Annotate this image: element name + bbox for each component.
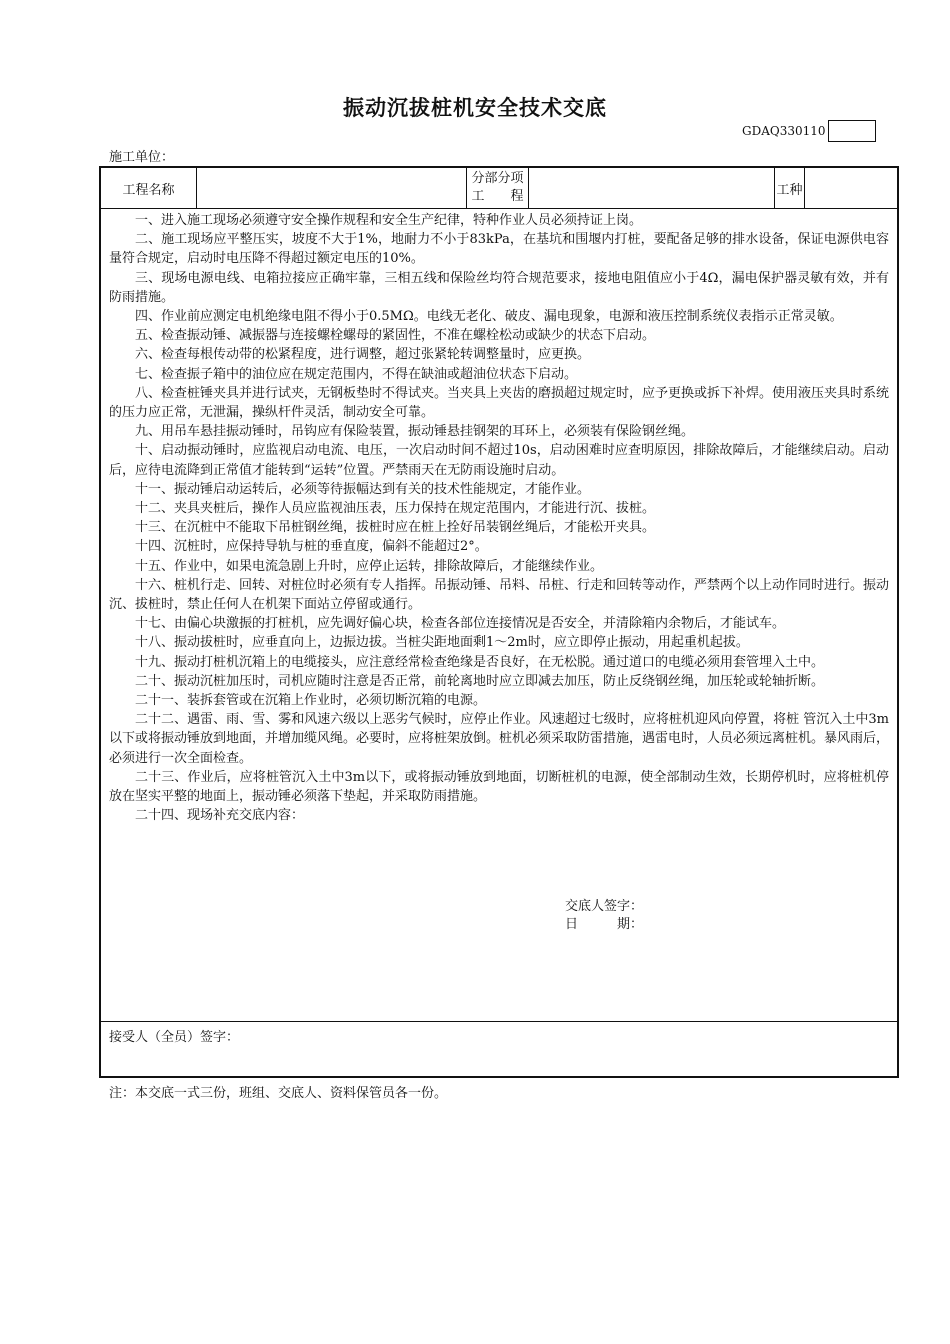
sub-project-label-line2: 工 程 bbox=[471, 189, 524, 204]
form-header-row bbox=[101, 168, 897, 209]
disclosure-item: 七、检查振子箱中的油位应在规定范围内，不得在缺油或超油位状态下启动。 bbox=[135, 366, 578, 382]
code-suffix-box bbox=[828, 120, 876, 142]
disclosure-item: 一、进入施工现场必须遵守安全操作规程和安全生产纪律，特种作业人员必须持证上岗。 bbox=[135, 213, 643, 228]
trade-label: 工种 bbox=[775, 168, 805, 208]
sub-project-label bbox=[467, 168, 529, 208]
project-name-value bbox=[197, 168, 467, 208]
disclosure-item: 十五、作业中，如果电流急剧上升时，应停止运转，排除故障后，才能继续作业。 bbox=[135, 558, 604, 574]
receiver-signature-label: 接受人（全员）签字： bbox=[109, 1030, 240, 1045]
disclosure-item: 十二、夹具夹桩后，操作人员应监视油压表，压力保持在规定范围内，才能进行沉、拔桩。 bbox=[135, 501, 656, 517]
trade-value bbox=[805, 168, 897, 208]
disclosure-item: 三、现场电源电线、电箱拉接应正确牢靠，三相五线和保险丝均符合规范要求，接地电阻值应小于4Ω，漏电保护器灵敏有效，并有防雨措施。 bbox=[109, 270, 889, 305]
date-label: 日 期： bbox=[565, 917, 644, 932]
disclosure-item: 二十三、作业后，应将桩管沉入土中3m以下，或将振动锤放到地面，切断桩机的电源，使全部制动生效，长期停机时，应将桩机停放在坚实平整的地面上，振动锤必须落下垫起，并采取防雨措施。 bbox=[109, 769, 889, 805]
disclosure-content bbox=[101, 208, 897, 1022]
disclosure-item: 十四、沉桩时，应保持导轨与桩的垂直度，偏斜不能超过2°。 bbox=[135, 539, 488, 555]
sub-project-value bbox=[529, 168, 775, 208]
disclosure-item: 十六、桩机行走、回转、对桩位时必须有专人指挥。吊振动锤、吊料、吊桩、行走和回转等动作，严禁两个以上动作同时进行。振动沉、拔桩时，禁止任何人在机架下面站立停留或通行。 bbox=[109, 577, 890, 613]
disclosure-item: 八、检查桩锤夹具并进行试夹，无钢板垫时不得试夹。当夹具上夹齿的磨损超过规定时，应予更换或拆下补焊。使用液压夹具时系统的压力应正常，无泄漏，操纵杆件灵活，制动安全可靠。 bbox=[109, 385, 890, 421]
disclosure-item: 十一、振动锤启动运转后，必须等待振幅达到有关的技术性能规定，才能作业。 bbox=[135, 481, 591, 497]
disclosure-item: 五、检查振动锤、减振器与连接螺栓螺母的紧固性，不准在螺栓松动或缺少的状态下启动。 bbox=[135, 328, 656, 344]
sub-project-label-line1: 分部分项 bbox=[471, 171, 524, 186]
signer-label: 交底人签字： bbox=[565, 899, 644, 914]
disclosure-item: 十八、振动拔桩时，应垂直向上，边振边拔。当桩尖距地面剩1～2m时，应立即停止振动，用起重机起拔。 bbox=[135, 635, 749, 651]
document-code: GDAQ330110 bbox=[742, 124, 826, 138]
disclosure-item: 十九、振动打桩机沉箱上的电缆接头，应注意经常检查绝缘是否良好，在无松脱。通过道口的电缆必须用套管埋入土中。 bbox=[135, 654, 825, 670]
document-title: 振动沉拔桩机安全技术交底 bbox=[343, 96, 607, 120]
disclosure-form bbox=[99, 166, 899, 1078]
disclosure-item: 二十四、现场补充交底内容： bbox=[135, 808, 305, 824]
disclosure-item: 四、作业前应测定电机绝缘电阻不得小于0.5MΩ。电线无老化、破皮、漏电现象，电源和液压控制系统仪表指示正常灵敏。 bbox=[135, 309, 843, 325]
disclosure-item: 二十一、装拆套管或在沉箱上作业时，必须切断沉箱的电源。 bbox=[135, 693, 487, 709]
disclosure-item: 十七、由偏心块激振的打桩机，应先调好偏心块，检查各部位连接情况是否安全，并清除箱内余物后，才能试车。 bbox=[135, 616, 786, 632]
disclosure-item: 十、启动振动锤时，应监视启动电流、电压，一次启动时间不超过10s，启动困难时应查明原因，排除故障后，才能继续启动。启动后，应待电流降到正常值才能转到“运转”位置。严禁雨天在无防雨设施时启动。 bbox=[109, 443, 889, 478]
disclosure-item: 十三、在沉桩中不能取下吊桩钢丝绳，拔桩时应在桩上拴好吊装钢丝绳后，才能松开夹具。 bbox=[135, 520, 656, 536]
disclosure-items bbox=[109, 211, 889, 826]
project-name-label: 工程名称 bbox=[101, 168, 197, 208]
disclosure-item: 二十二、遇雷、雨、雪、雾和风速六级以上恶劣气候时，应停止作业。风速超过七级时，应将桩机迎风向停置，将桩 管沉入土中3m以下或将振动锤放到地面，并增加缆风绳。必要时，应将桩架放倒。桩机必须采取防雷措施，遇雷电时，人员必须远离桩机。暴风雨后，必须进行一次全面检查。 bbox=[109, 712, 890, 766]
disclosure-item: 九、用吊车悬挂振动锤时，吊钩应有保险装置，振动锤悬挂钢架的耳环上，必须装有保险钢丝绳。 bbox=[135, 424, 695, 440]
disclosure-item: 二、施工现场应平整压实，坡度不大于1%，地耐力不小于83kPa，在基坑和围堰内打桩，要配备足够的排水设备，保证电源供电容量符合规定，启动时电压降不得超过额定电压的10%。 bbox=[109, 232, 889, 267]
disclosure-item: 二十、振动沉桩加压时，司机应随时注意是否正常，前轮离地时应立即减去加压，防止反绕钢丝绳，加压轮或轮轴折断。 bbox=[135, 673, 825, 689]
construction-unit-label: 施工单位： bbox=[109, 150, 175, 165]
disclosure-item: 六、检查每根传动带的松紧程度，进行调整，超过张紧轮转调整量时，应更换。 bbox=[135, 347, 591, 363]
footnote: 注：本交底一式三份，班组、交底人、资料保管员各一份。 bbox=[109, 1086, 448, 1101]
